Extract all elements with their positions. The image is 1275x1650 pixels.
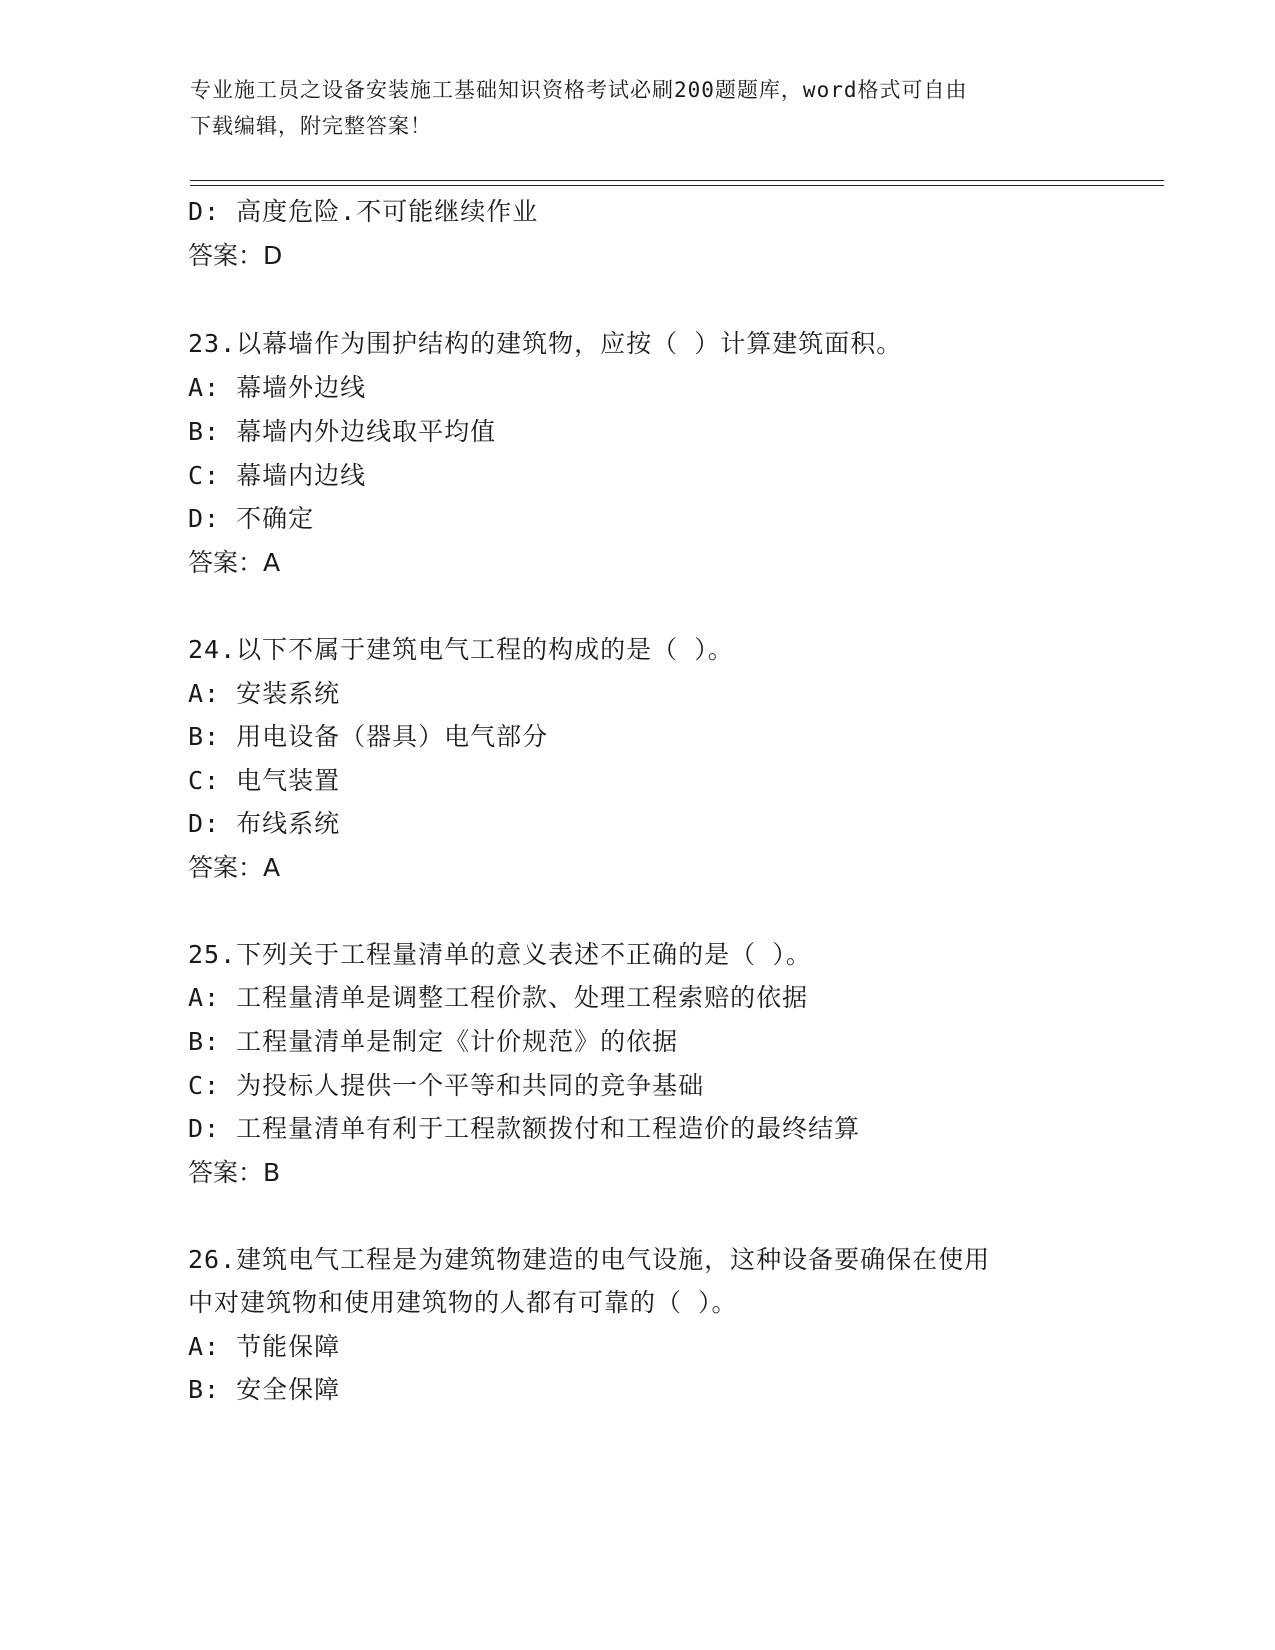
header-divider-bottom (190, 185, 1164, 186)
question-23-option-a: A: 幕墙外边线 (188, 373, 367, 402)
header-line-1: 专业施工员之设备安装施工基础知识资格考试必刷200题题库，word格式可自由 (190, 78, 968, 102)
question-25-answer: 答案：B (188, 1158, 281, 1187)
question-25-option-a: A: 工程量清单是调整工程价款、处理工程索赔的依据 (188, 983, 809, 1012)
header-divider-top (190, 180, 1164, 181)
prev-option-d: D: 高度危险.不可能继续作业 (188, 197, 539, 226)
question-26-stem-line-1: 26.建筑电气工程是为建筑物建造的电气设施，这种设备要确保在使用 (188, 1245, 991, 1274)
question-23-option-c: C: 幕墙内边线 (188, 461, 367, 490)
question-23-stem: 23.以幕墙作为围护结构的建筑物，应按（ ）计算建筑面积。 (188, 329, 903, 358)
question-24-stem: 24.以下不属于建筑电气工程的构成的是（ ）。 (188, 635, 734, 664)
question-26-stem-line-2: 中对建筑物和使用建筑物的人都有可靠的（ ）。 (188, 1288, 738, 1317)
header-line-2: 下载编辑，附完整答案！ (190, 114, 432, 138)
question-24-option-d: D: 布线系统 (188, 809, 341, 838)
question-25-option-d: D: 工程量清单有利于工程款额拨付和工程造价的最终结算 (188, 1114, 861, 1143)
question-24-option-a: A: 安装系统 (188, 679, 341, 708)
question-26-option-a: A: 节能保障 (188, 1332, 341, 1361)
document-header (190, 72, 1090, 144)
prev-answer: 答案：D (188, 241, 283, 270)
question-25-option-c: C: 为投标人提供一个平等和共同的竞争基础 (188, 1071, 705, 1100)
question-25-stem: 25.下列关于工程量清单的意义表述不正确的是（ ）。 (188, 940, 812, 969)
question-26-option-b: B: 安全保障 (188, 1375, 341, 1404)
question-25-option-b: B: 工程量清单是制定《计价规范》的依据 (188, 1027, 679, 1056)
question-23-option-b: B: 幕墙内外边线取平均值 (188, 417, 497, 446)
question-23-option-d: D: 不确定 (188, 504, 315, 533)
question-23-answer: 答案：A (188, 548, 281, 577)
question-24-option-c: C: 电气装置 (188, 766, 341, 795)
question-24-option-b: B: 用电设备（器具）电气部分 (188, 722, 549, 751)
question-24-answer: 答案：A (188, 853, 281, 882)
